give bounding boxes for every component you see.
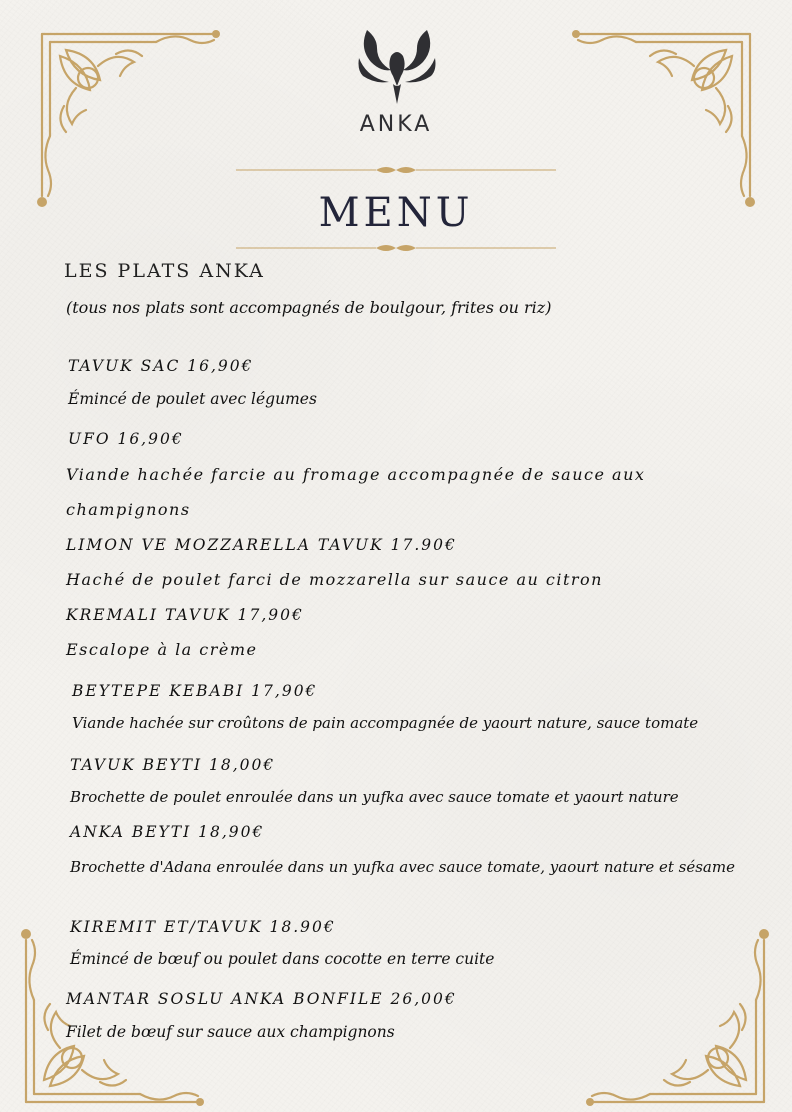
dish-description: Brochette de poulet enroulée dans un yufka avec sauce tomate et yaourt nature [70, 788, 679, 806]
dish-description: champignons [66, 500, 191, 519]
dish-description: Brochette d'Adana enroulée dans un yufka avec sauce tomate, yaourt nature et sésame [70, 858, 735, 876]
section-title: LES PLATS ANKA [64, 260, 265, 282]
phoenix-logo-icon [355, 28, 439, 106]
dish-name: TAVUK SAC 16,90€ [68, 357, 254, 375]
brand-name: ANKA [359, 112, 433, 137]
dish-name: UFO 16,90€ [68, 430, 184, 448]
dish-description: Viande hachée sur croûtons de pain accompagnée de yaourt nature, sauce tomate [72, 714, 699, 732]
corner-ornament-top-right-icon [572, 26, 756, 216]
corner-ornament-bottom-left-icon [20, 920, 204, 1110]
dish-name: KREMALI TAVUK 17,90€ [66, 606, 304, 624]
dish-description: Émincé de poulet avec légumes [68, 390, 317, 408]
dish-name: BEYTEPE KEBABI 17,90€ [72, 682, 318, 700]
dish-description: Émincé de bœuf ou poulet dans cocotte en terre cuite [70, 950, 495, 968]
dish-description: Haché de poulet farci de mozzarella sur sauce au citron [66, 570, 603, 589]
dish-description: Filet de bœuf sur sauce aux champignons [66, 1023, 395, 1041]
gold-divider-bottom-icon [236, 242, 556, 254]
dish-name: MANTAR SOSLU ANKA BONFILE 26,00€ [66, 990, 457, 1008]
dish-name: ANKA BEYTI 18,90€ [70, 823, 265, 841]
dish-description: Viande hachée farcie au fromage accompagnée de sauce aux [66, 465, 646, 484]
dish-name: KIREMIT ET/TAVUK 18.90€ [70, 918, 336, 936]
dish-description: Escalope à la crème [66, 640, 258, 659]
page-title: MENU [318, 190, 474, 236]
section-note: (tous nos plats sont accompagnés de boulgour, frites ou riz) [66, 298, 552, 317]
corner-ornament-bottom-right-icon [586, 920, 770, 1110]
dish-name: TAVUK BEYTI 18,00€ [70, 756, 276, 774]
dish-name: LIMON VE MOZZARELLA TAVUK 17.90€ [66, 536, 457, 554]
corner-ornament-top-left-icon [36, 26, 220, 216]
gold-divider-top-icon [236, 164, 556, 176]
